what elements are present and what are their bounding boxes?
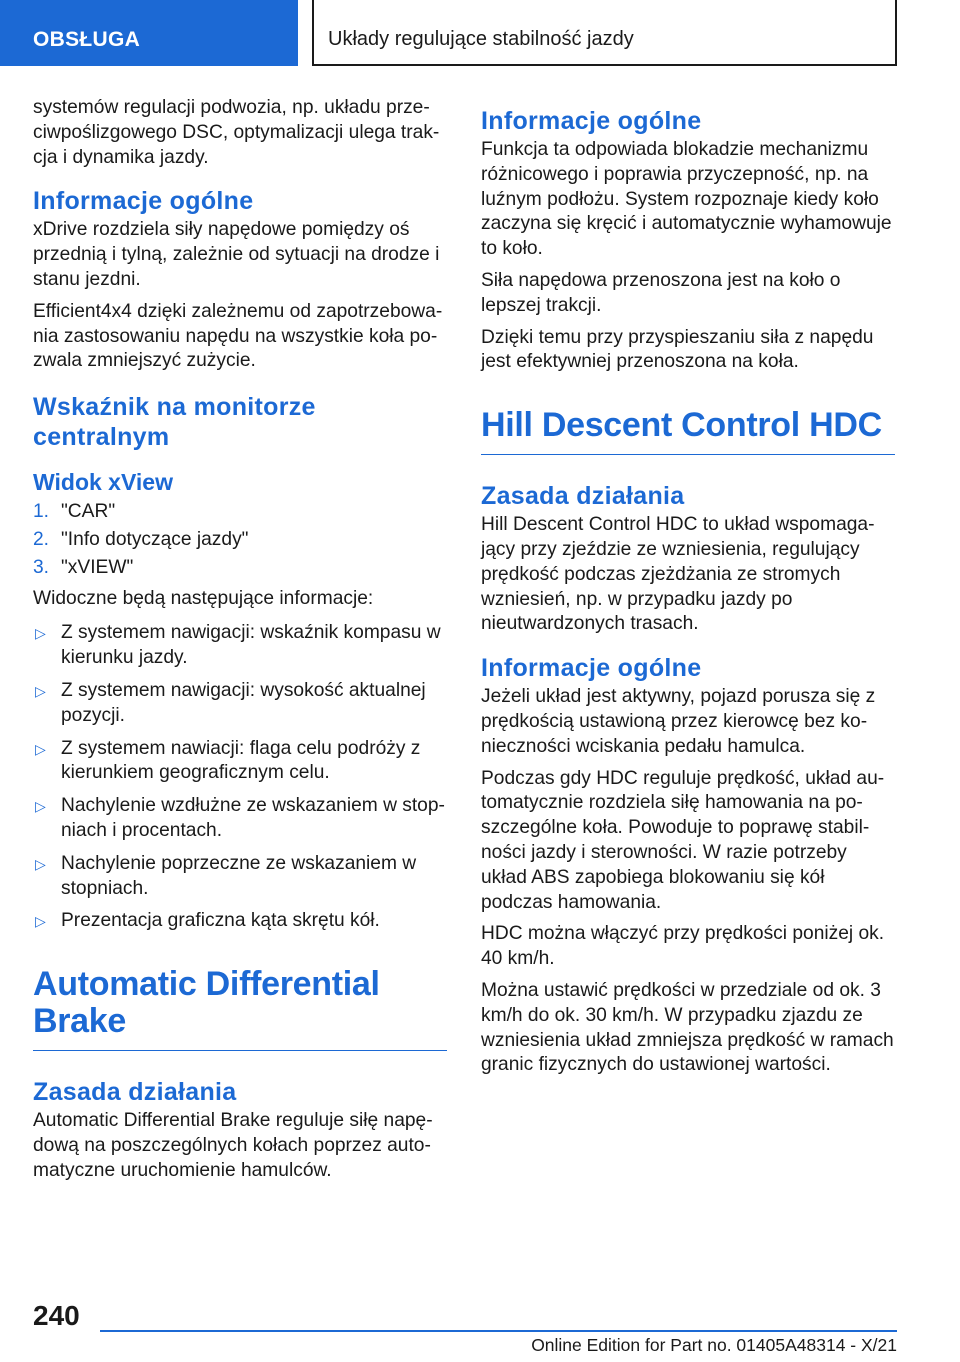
- triangle-bullet-icon: ▷: [35, 913, 46, 930]
- list-item: 1. "CAR": [33, 501, 116, 523]
- steps-list: [33, 500, 447, 580]
- heading-automatic-differential-brake: Automatic Differential Brake: [33, 966, 447, 1051]
- paragraph: systemów regulacji podwozia, np. układu przeciwpoślizgowego DSC, optymalizacji ulega trakcja i dynamika jazdy.: [33, 97, 440, 168]
- heading-xview: Widok xView: [33, 469, 173, 496]
- list-item: ▷ Z systemem nawigacji: wysokość aktualnej pozycji.: [35, 679, 426, 726]
- page-number: 240: [33, 1300, 80, 1331]
- list-item: ▷ Nachylenie wzdłużne ze wskazaniem w stopniach i procentach.: [35, 795, 445, 841]
- heading-principle: Zasada działania: [481, 482, 685, 511]
- section-tab: OBSŁUGA: [0, 0, 298, 66]
- list-item: ▷ Z systemem nawiacji: flaga celu podróży z kierunkiem geograficznym celu.: [35, 737, 421, 784]
- paragraph: Siła napędowa przenoszona jest na koło o lepszej trakcji.: [481, 269, 841, 316]
- paragraph: Funkcja ta odpowiada blokadzie mechanizmu różnicowego i poprawia przyczepność, np. na luźnym podłożu. System rozpoznaje kiedy koło zaczyna się kręcić i automatycznie wyhamowuje to koło.: [481, 139, 892, 260]
- triangle-bullet-icon: ▷: [35, 682, 46, 699]
- triangle-bullet-icon: ▷: [35, 855, 46, 872]
- left-column: [33, 96, 447, 1191]
- right-column: [481, 96, 895, 1085]
- paragraph: xDrive rozdziela siły napędowe pomiędzy oś przednią i tylną, zależnie od sytuacji na drodze i stanu jezdni.: [33, 219, 440, 290]
- heading-principle: Zasada działania: [33, 1078, 237, 1107]
- list-item: ▷ Nachylenie poprzeczne ze wskazaniem w stopniach.: [35, 852, 417, 899]
- page-header: [0, 0, 960, 66]
- paragraph: Hill Descent Control HDC to układ wspomagający przy zjeździe ze wzniesienia, regulujący prędkość podczas zjeżdżania ze stromych wzniesień, np. w przypadku jazdy po nieutwardzonych trasach.: [481, 514, 875, 635]
- paragraph: Dzięki temu przy przyspieszaniu siła z napędu jest efektywniej przenoszona na koła.: [481, 326, 874, 373]
- list-item: ▷ Prezentacja graficzna kąta skrętu kół.: [33, 909, 447, 934]
- paragraph: Automatic Differential Brake reguluje siłę napędową na poszczególnych kołach poprzez automatyczne uruchomienie hamulców.: [33, 1110, 433, 1181]
- list-item: ▷ Z systemem nawigacji: wskaźnik kompasu w kierunku jazdy.: [35, 622, 441, 669]
- heading-hill-descent-control: Hill Descent Control HDC: [481, 407, 895, 455]
- paragraph: Można ustawić prędkości w przedziale od ok. 3 km/h do ok. 30 km/h. W przypadku zjazdu ze wzniesienia układ zmniejsza prędkość w ramach granic fizycznych do ustawionej wartości.: [481, 979, 894, 1076]
- edition-note: Online Edition for Part no. 01405A48314 - X/21: [531, 1335, 897, 1355]
- heading-central-monitor: Wskaźnik na monitorze centralnym: [33, 393, 316, 452]
- footer-divider: [100, 1330, 897, 1332]
- heading-general-info: Informacje ogólne: [481, 107, 702, 135]
- list-item: 3. "xVIEW": [33, 556, 134, 578]
- triangle-bullet-icon: ▷: [35, 625, 46, 642]
- paragraph: HDC można włączyć przy prędkości poniżej ok. 40 km/h.: [481, 923, 885, 970]
- list-item: 2. "Info dotyczące jazdy": [33, 528, 249, 550]
- heading-general-info: Informacje ogólne: [481, 654, 702, 683]
- heading-general-info: Informacje ogólne: [33, 187, 254, 216]
- chapter-title: Układy regulujące stabilność jazdy: [312, 0, 897, 66]
- triangle-bullet-icon: ▷: [35, 740, 46, 757]
- triangle-bullet-icon: ▷: [35, 798, 46, 815]
- paragraph: Jeżeli układ jest aktywny, pojazd porusza się z prędkością ustawioną przez kierowcę bez konieczności wciskania pedału hamulca.: [481, 686, 876, 757]
- bullet-list: [33, 621, 447, 934]
- paragraph: Podczas gdy HDC reguluje prędkość, układ automatycznie rozdziela siłę hamowania na poszczególne koła. Powoduje to poprawę stabilności jazdy i sterowności. W razie potrzeby układ ABS zapobiega blokowaniu się kół podczas hamowania.: [481, 767, 885, 913]
- paragraph: Efficient4x4 dzięki zależnemu od zapotrzebowania zastosowaniu napędu na wszystkie koła pozwala zmniejszyć zużycie.: [33, 300, 443, 372]
- paragraph: Widoczne będą następujące informacje:: [33, 587, 374, 609]
